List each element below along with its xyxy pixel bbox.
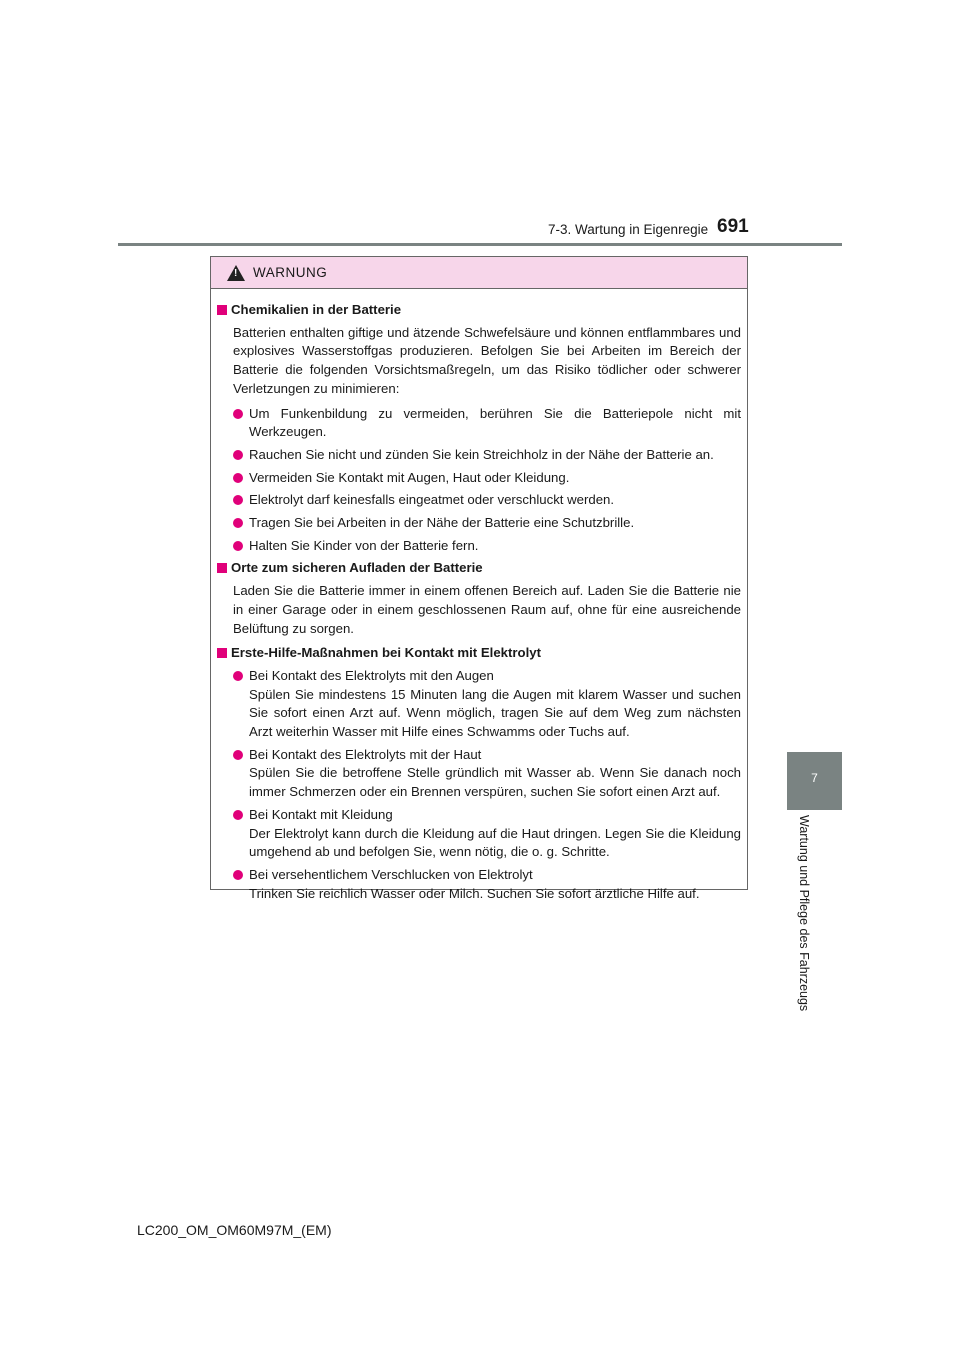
section-heading: Erste-Hilfe-Maßnahmen bei Kontakt mit Elektrolyt (217, 644, 741, 663)
square-bullet-icon (217, 305, 227, 315)
document-code: LC200_OM_OM60M97M_(EM) (137, 1222, 332, 1238)
warning-title: WARNUNG (253, 265, 328, 280)
list-item: Bei Kontakt des Elektrolyts mit der Haut Spülen Sie die betroffene Stelle gründlich mit Wasser ab. Wenn Sie danach noch immer Schmerzen oder ein Brennen verspüren, suchen Sie sofort einen Arzt auf. (217, 746, 741, 802)
dot-bullet-icon (233, 518, 243, 528)
chapter-tab (787, 752, 842, 810)
warning-box (210, 256, 748, 901)
dot-bullet-icon (233, 810, 243, 820)
list-item: Um Funkenbildung zu vermeiden, berühren Sie die Batteriepole nicht mit Werkzeugen. (217, 405, 741, 442)
page-number: 691 (717, 216, 749, 237)
section-heading: Orte zum sicheren Aufladen der Batterie (217, 559, 741, 578)
dot-bullet-icon (233, 473, 243, 483)
dot-bullet-icon (233, 450, 243, 460)
list-item: Rauchen Sie nicht und zünden Sie kein Streichholz in der Nähe der Batterie an. (217, 446, 741, 465)
list-item: Bei Kontakt mit Kleidung Der Elektrolyt kann durch die Kleidung auf die Haut dringen. Legen Sie die Kleidung umgehend ab und befolgen Sie, wenn nötig, die o. g. Schritte. (217, 806, 741, 862)
list-item: Halten Sie Kinder von der Batterie fern. (217, 537, 741, 556)
dot-bullet-icon (233, 671, 243, 681)
chapter-number: 7 (811, 771, 818, 785)
list-item: Bei versehentlichem Verschlucken von Elektrolyt Trinken Sie reichlich Wasser oder Milch. Suchen Sie sofort ärztliche Hilfe auf. (217, 866, 741, 903)
section-text: Batterien enthalten giftige und ätzende Schwefelsäure und können entflammbares und explosives Wasserstoffgas produzieren. Befolgen Sie bei Arbeiten im Bereich der Batterie die folgenden Vorsichtsmaßregeln, um das Risiko tödlicher oder schwerer Verletzungen zu minimieren: (233, 324, 741, 396)
square-bullet-icon (217, 648, 227, 658)
warning-header (211, 257, 747, 289)
chapter-label: Wartung und Pflege des Fahrzeugs (797, 815, 811, 1012)
dot-bullet-icon (233, 870, 243, 880)
dot-bullet-icon (233, 541, 243, 551)
section-text: Laden Sie die Batterie immer in einem offenen Bereich auf. Laden Sie die Batterie nie in einer Garage oder in einem geschlossenen Raum auf, ohne für eine ausreichende Belüftung zu sorgen. (233, 583, 741, 636)
header-rule (118, 243, 842, 246)
dot-bullet-icon (233, 750, 243, 760)
square-bullet-icon (217, 563, 227, 573)
list-item: Vermeiden Sie Kontakt mit Augen, Haut oder Kleidung. (217, 469, 741, 488)
dot-bullet-icon (233, 409, 243, 419)
warning-body (211, 289, 747, 903)
section-heading: Chemikalien in der Batterie (217, 301, 741, 320)
dot-bullet-icon (233, 495, 243, 505)
warning-triangle-icon: ! (227, 265, 245, 281)
list-item: Elektrolyt darf keinesfalls eingeatmet oder verschluckt werden. (217, 491, 741, 510)
section-title: 7-3. Wartung in Eigenregie (548, 222, 709, 237)
list-item: Tragen Sie bei Arbeiten in der Nähe der Batterie eine Schutzbrille. (217, 514, 741, 533)
list-item: Bei Kontakt des Elektrolyts mit den Augen Spülen Sie mindestens 15 Minuten lang die Augen mit klarem Wasser und suchen Sie sofort einen Arzt auf. Wenn möglich, tragen Sie auf dem Weg zum nächsten Arzt weiterhin Wasser mit Hilfe eines Schwamms oder Tuchs auf. (217, 667, 741, 742)
